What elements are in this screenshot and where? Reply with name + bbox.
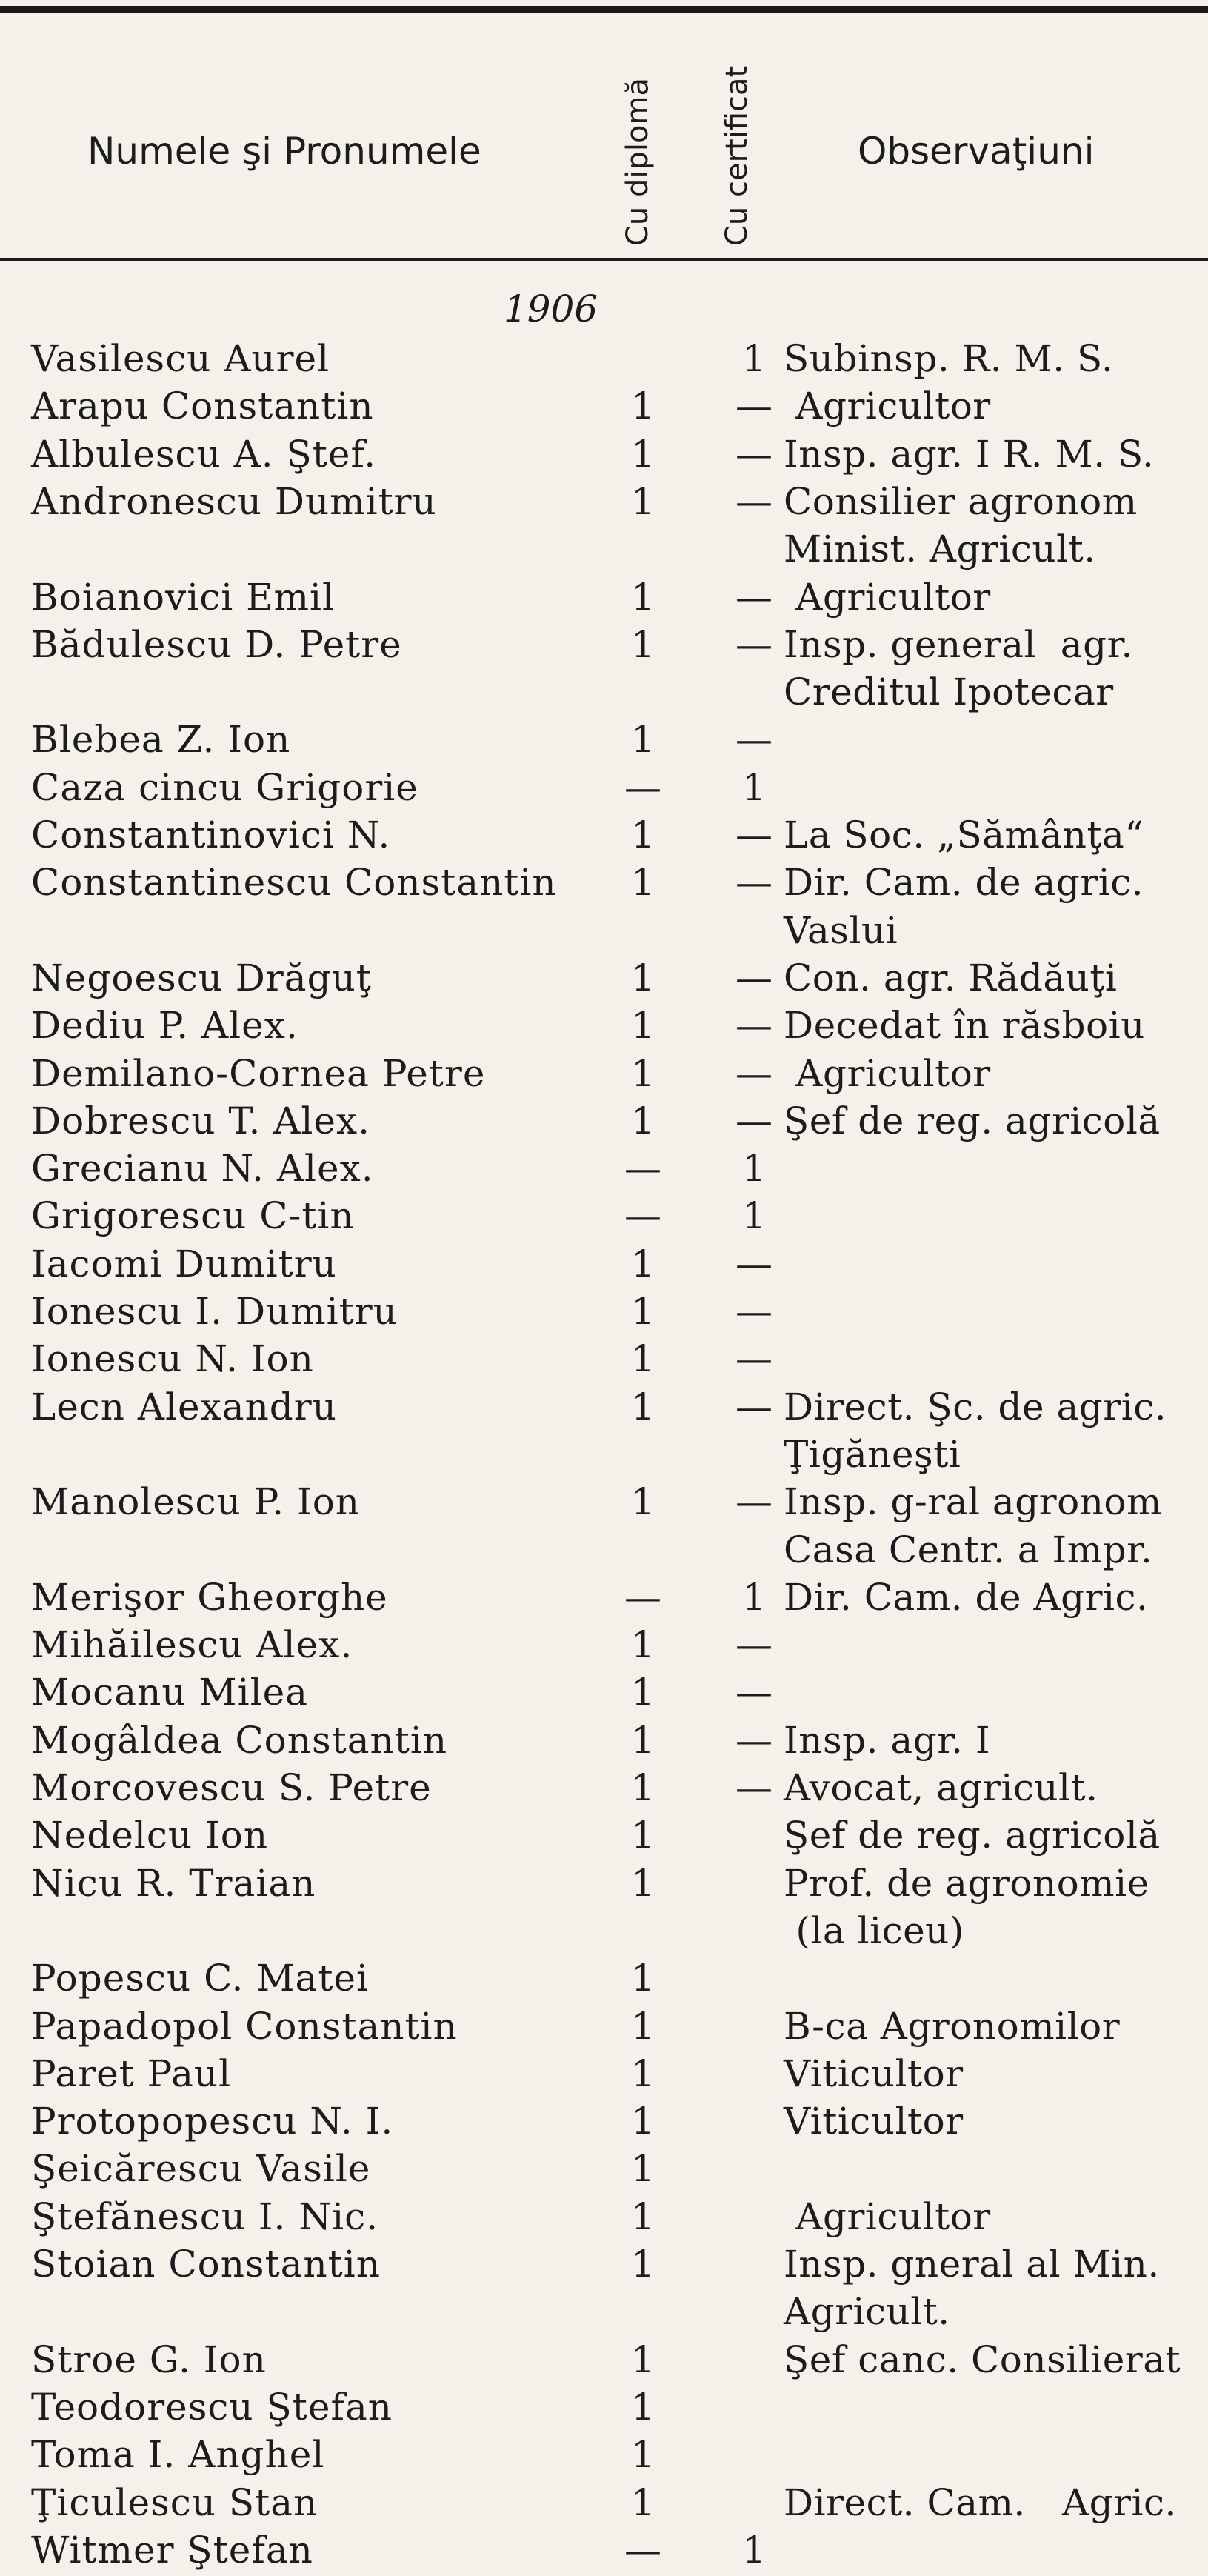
row-name: Dobrescu T. Alex. — [31, 1099, 371, 1142]
row-observatie: Direct. Cam. Agric. — [784, 2481, 1177, 2524]
row-name: Constantinovici N. — [31, 813, 391, 856]
row-diploma: 1 — [631, 2052, 655, 2095]
table-row — [0, 576, 1208, 623]
row-observatie: Con. agr. Rădăuţi — [784, 956, 1118, 999]
year-heading: 1906 — [504, 287, 598, 330]
row-name: Caza cincu Grigorie — [31, 766, 418, 809]
row-observatie: Insp. agr. I — [784, 1719, 991, 1762]
table-row — [0, 1719, 1208, 1766]
row-name: Ionescu N. Ion — [31, 1337, 314, 1380]
row-certificat: — — [735, 433, 772, 476]
row-name: Ştefănescu I. Nic. — [31, 2195, 378, 2238]
row-observatie: Agricultor — [784, 1052, 991, 1095]
table-row — [0, 2338, 1208, 2386]
table-row — [0, 480, 1208, 527]
table-row — [0, 527, 1208, 575]
row-observatie: Şef canc. Consilierat — [784, 2338, 1181, 2381]
row-diploma: 1 — [631, 576, 655, 619]
row-name: Demilano-Cornea Petre — [31, 1052, 486, 1095]
row-certificat: 1 — [742, 766, 766, 809]
row-observatie: Ţigăneşti — [784, 1433, 961, 1476]
row-certificat: — — [735, 1004, 772, 1047]
row-name: Vasilescu Aurel — [31, 337, 330, 380]
header-observatiuni: Observaţiuni — [858, 130, 1095, 173]
row-observatie: Insp. general agr. — [784, 623, 1133, 666]
row-diploma: — — [624, 1576, 661, 1619]
row-diploma: 1 — [631, 2243, 655, 2286]
row-diploma: 1 — [631, 1290, 655, 1333]
row-certificat: — — [735, 480, 772, 523]
row-name: Teodorescu Ştefan — [31, 2386, 393, 2429]
row-diploma: 1 — [631, 2005, 655, 2048]
table-row — [0, 1623, 1208, 1671]
row-name: Witmer Ştefan — [31, 2529, 313, 2572]
row-certificat: — — [735, 576, 772, 619]
row-certificat: 1 — [742, 2529, 766, 2572]
row-name: Morcovescu S. Petre — [31, 1766, 432, 1809]
row-observatie: Vaslui — [784, 909, 898, 952]
row-diploma: 1 — [631, 1385, 655, 1428]
table-row — [0, 1004, 1208, 1051]
table-row — [0, 2386, 1208, 2433]
table-row — [0, 1480, 1208, 1528]
header-name: Numele şi Pronumele — [87, 130, 481, 173]
row-name: Nicu R. Traian — [31, 1862, 316, 1905]
row-name: Albulescu A. Ştef. — [31, 433, 377, 476]
row-certificat: 1 — [742, 337, 766, 380]
row-diploma: 1 — [631, 1242, 655, 1285]
table-row — [0, 2243, 1208, 2290]
row-name: Merişor Gheorghe — [31, 1576, 388, 1619]
table-row — [0, 623, 1208, 670]
row-diploma: 1 — [631, 861, 655, 904]
row-diploma: 1 — [631, 1337, 655, 1380]
row-observatie: Agricultor — [784, 385, 991, 427]
header-rule — [0, 258, 1208, 261]
row-name: Papadopol Constantin — [31, 2005, 458, 2048]
row-observatie: Agricult. — [784, 2290, 950, 2333]
table-row — [0, 1147, 1208, 1194]
row-name: Andronescu Dumitru — [31, 480, 437, 523]
row-diploma: 1 — [631, 718, 655, 761]
row-name: Iacomi Dumitru — [31, 1242, 337, 1285]
table-row — [0, 337, 1208, 385]
row-diploma: 1 — [631, 813, 655, 856]
row-name: Toma I. Anghel — [31, 2433, 325, 2476]
table-row — [0, 1671, 1208, 1718]
row-diploma: 1 — [631, 1719, 655, 1762]
table-row — [0, 1099, 1208, 1147]
row-certificat: — — [735, 1242, 772, 1285]
row-observatie: Dir. Cam. de agric. — [784, 861, 1144, 904]
row-certificat: — — [735, 1099, 772, 1142]
row-name: Grigorescu C-tin — [31, 1194, 355, 1237]
row-diploma: — — [624, 2529, 661, 2572]
row-name: Dediu P. Alex. — [31, 1004, 298, 1047]
row-diploma: 1 — [631, 2386, 655, 2429]
table-row — [0, 2052, 1208, 2100]
row-diploma: 1 — [631, 1671, 655, 1714]
row-observatie: B-ca Agronomilor — [784, 2005, 1121, 2048]
table-row — [0, 1957, 1208, 2004]
row-diploma: 1 — [631, 1766, 655, 1809]
row-certificat: — — [735, 861, 772, 904]
table-row — [0, 861, 1208, 908]
row-observatie: Dir. Cam. de Agric. — [784, 1576, 1149, 1619]
row-diploma: — — [624, 1147, 661, 1190]
row-name: Mihăilescu Alex. — [31, 1623, 353, 1666]
header-certificat: Cu certificat — [720, 65, 754, 246]
row-observatie: Agricultor — [784, 2195, 991, 2238]
row-diploma: 1 — [631, 1099, 655, 1142]
table-row — [0, 1290, 1208, 1337]
row-diploma: 1 — [631, 956, 655, 999]
row-name: Grecianu N. Alex. — [31, 1147, 374, 1190]
row-name: Ţiculescu Stan — [31, 2481, 318, 2524]
row-certificat: — — [735, 813, 772, 856]
row-observatie: Agricultor — [784, 576, 991, 619]
row-name: Stroe G. Ion — [31, 2338, 267, 2381]
row-diploma: 1 — [631, 2433, 655, 2476]
row-diploma: 1 — [631, 2147, 655, 2190]
row-name: Mocanu Milea — [31, 1671, 308, 1714]
row-name: Nedelcu Ion — [31, 1814, 269, 1857]
table-row — [0, 1528, 1208, 1576]
row-observatie: Insp. g-ral agronom — [784, 1480, 1162, 1523]
table-row — [0, 1909, 1208, 1957]
table-row — [0, 2290, 1208, 2337]
row-name: Boianovici Emil — [31, 576, 335, 619]
row-diploma: 1 — [631, 1957, 655, 2000]
row-observatie: (la liceu) — [784, 1909, 964, 1952]
table-row — [0, 1242, 1208, 1290]
table-row — [0, 956, 1208, 1004]
row-observatie: Prof. de agronomie — [784, 1862, 1149, 1905]
row-name: Blebea Z. Ion — [31, 718, 291, 761]
row-name: Şeicărescu Vasile — [31, 2147, 371, 2190]
row-observatie: Viticultor — [784, 2052, 964, 2095]
row-diploma: 1 — [631, 2195, 655, 2238]
row-certificat: — — [735, 1719, 772, 1762]
row-name: Arapu Constantin — [31, 385, 374, 427]
table-row — [0, 718, 1208, 765]
table-row — [0, 2529, 1208, 2576]
row-certificat: 1 — [742, 1194, 766, 1237]
row-diploma: 1 — [631, 1052, 655, 1095]
row-name: Popescu C. Matei — [31, 1957, 370, 2000]
row-diploma: 1 — [631, 480, 655, 523]
row-certificat: 1 — [742, 1147, 766, 1190]
row-observatie: Şef de reg. agricolă — [784, 1814, 1161, 1857]
row-certificat: — — [735, 1623, 772, 1666]
row-diploma: 1 — [631, 1480, 655, 1523]
table-row — [0, 1052, 1208, 1099]
row-diploma: 1 — [631, 1004, 655, 1047]
row-observatie: Viticultor — [784, 2100, 964, 2143]
row-observatie: Insp. gneral al Min. — [784, 2243, 1160, 2286]
row-certificat: — — [735, 1052, 772, 1095]
row-certificat: — — [735, 385, 772, 427]
row-diploma: — — [624, 1194, 661, 1237]
row-observatie: Subinsp. R. M. S. — [784, 337, 1114, 380]
table-row — [0, 433, 1208, 480]
row-diploma: 1 — [631, 2338, 655, 2381]
row-diploma: 1 — [631, 1862, 655, 1905]
row-name: Negoescu Drăguţ — [31, 956, 372, 999]
row-diploma: 1 — [631, 385, 655, 427]
table-row — [0, 1433, 1208, 1480]
table-row — [0, 2481, 1208, 2529]
row-certificat: — — [735, 1671, 772, 1714]
row-observatie: La Soc. „Sămânţa“ — [784, 813, 1144, 856]
table-row — [0, 385, 1208, 432]
row-certificat: — — [735, 718, 772, 761]
row-diploma: 1 — [631, 433, 655, 476]
table-row — [0, 1766, 1208, 1814]
table-row — [0, 670, 1208, 718]
row-diploma: 1 — [631, 2100, 655, 2143]
row-certificat: — — [735, 1385, 772, 1428]
table-row — [0, 1814, 1208, 1861]
row-name: Manolescu P. Ion — [31, 1480, 361, 1523]
table-row — [0, 2100, 1208, 2147]
row-name: Paret Paul — [31, 2052, 232, 2095]
row-certificat: — — [735, 1290, 772, 1333]
row-name: Lecn Alexandru — [31, 1385, 337, 1428]
row-observatie: Şef de reg. agricolă — [784, 1099, 1161, 1142]
row-certificat: — — [735, 1480, 772, 1523]
table-row — [0, 2433, 1208, 2480]
table-row — [0, 766, 1208, 813]
row-observatie: Direct. Şc. de agric. — [784, 1385, 1167, 1428]
row-observatie: Consilier agronom — [784, 480, 1138, 523]
table-row — [0, 2147, 1208, 2194]
row-observatie: Insp. agr. I R. M. S. — [784, 433, 1155, 476]
row-diploma: 1 — [631, 2481, 655, 2524]
row-diploma: 1 — [631, 1623, 655, 1666]
row-certificat: — — [735, 1766, 772, 1809]
row-name: Mogâldea Constantin — [31, 1719, 448, 1762]
table-row — [0, 1576, 1208, 1623]
row-observatie: Casa Centr. a Impr. — [784, 1528, 1153, 1571]
row-name: Constantinescu Constantin — [31, 861, 557, 904]
row-observatie: Creditul Ipotecar — [784, 670, 1114, 713]
row-certificat: — — [735, 1337, 772, 1380]
row-certificat: 1 — [742, 1576, 766, 1619]
row-name: Protopopescu N. I. — [31, 2100, 394, 2143]
table-row — [0, 909, 1208, 956]
row-name: Bădulescu D. Petre — [31, 623, 402, 666]
row-observatie: Minist. Agricult. — [784, 527, 1096, 570]
row-certificat: — — [735, 956, 772, 999]
table-row — [0, 1194, 1208, 1242]
table-row — [0, 813, 1208, 861]
table-row — [0, 1337, 1208, 1385]
row-diploma: — — [624, 766, 661, 809]
row-observatie: Avocat, agricult. — [784, 1766, 1098, 1809]
row-diploma: 1 — [631, 623, 655, 666]
row-certificat: — — [735, 623, 772, 666]
row-observatie: Decedat în răsboiu — [784, 1004, 1145, 1047]
top-rule — [0, 6, 1208, 13]
header-diploma: Cu diplomă — [621, 78, 655, 246]
table-row — [0, 2195, 1208, 2243]
row-name: Stoian Constantin — [31, 2243, 381, 2286]
row-name: Ionescu I. Dumitru — [31, 1290, 398, 1333]
table-row — [0, 2005, 1208, 2052]
row-diploma: 1 — [631, 1814, 655, 1857]
table-row — [0, 1862, 1208, 1909]
table-row — [0, 1385, 1208, 1433]
